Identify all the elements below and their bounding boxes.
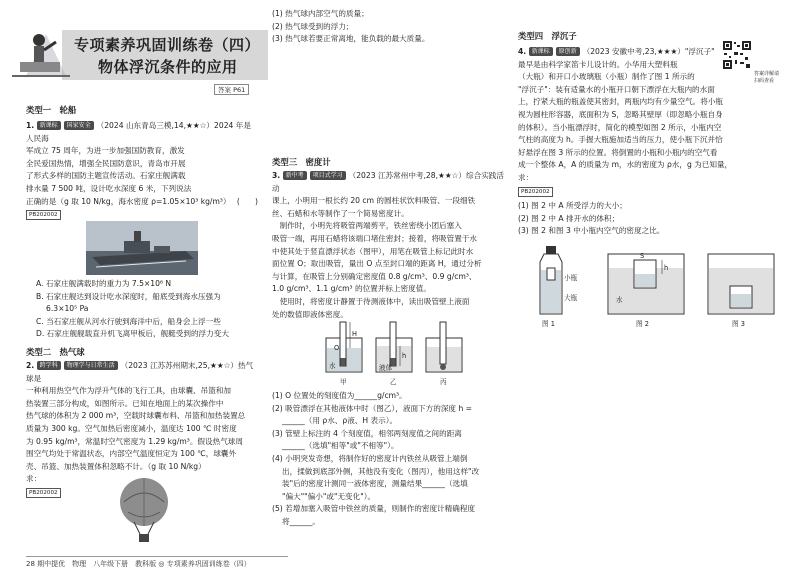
- fig3-h-upper-mark: H: [352, 330, 357, 338]
- q1-bracket: ( ): [236, 196, 258, 206]
- q4-line-8: 好悬浮在图 3 所示的位置。将倒置的小瓶和小瓶内的空气看: [518, 147, 718, 157]
- q1-option-c: C. 当石家庄舰从河水行驶到海洋中后，船身会上浮一些: [36, 316, 221, 326]
- hot-air-balloon-photo: [114, 478, 174, 544]
- q1-line-0: （2024 山东青岛三模,14,★★☆）2024 年是人民海: [26, 121, 251, 143]
- section-title-ship: 类型一 轮船: [26, 105, 77, 115]
- q4-line-3: "浮沉子"：装有适量水的小瓶开口朝下漂浮在大瓶内的水面: [518, 84, 715, 94]
- q3-line-0: （2023 江苏常州中考,28,★★☆）综合实践活动: [272, 171, 504, 193]
- q3-parts: [272, 390, 508, 529]
- q1-code: PB202002: [26, 210, 61, 220]
- q3-part-2: (2) 吸管漂浮在其他液体中时（图乙），液面下方的深度 h =: [272, 403, 473, 413]
- section-title-balloon: 类型二 热气球: [26, 347, 85, 357]
- q3-line-5: 中使其处于竖直漂浮状态（图甲），用笔在吸管上标记此时水: [272, 246, 474, 256]
- q1-option-b-cont: 6.3×10⁵ Pa: [36, 304, 89, 314]
- q1-line-4: 排水量 7 500 吨，设计吃水深度 6 米，下列说法: [26, 183, 192, 193]
- q1-tag2: 国家安全: [64, 121, 94, 130]
- q2-line-3: 热气球的体积为 2 000 m³，空载时球囊布料、吊篮和加热装置总: [26, 411, 246, 421]
- fig4-water-mark: 水: [616, 296, 623, 304]
- q1-line-2: 全民爱国热情，增强全民国防意识，青岛市开展: [26, 158, 186, 168]
- q2-code: PB202002: [26, 488, 61, 498]
- q3-line-3: 制作时，小明先将吸管两端剪平，铁丝密绕小团后塞入: [272, 221, 462, 231]
- fig-label-yi: 乙: [390, 378, 397, 386]
- q4-line-4: 上，拧紧大瓶的瓶盖使其密封，两瓶内均有少量空气。将小瓶: [518, 97, 724, 107]
- answer-ref: 答案 P61: [214, 84, 249, 95]
- fig4-label-1: 图 1: [542, 320, 555, 328]
- question-3: [272, 170, 508, 321]
- fig-label-bing: 丙: [440, 378, 447, 386]
- fig3-liquid-mark: 液体: [379, 364, 393, 372]
- q2-part-3: (3) 热气球若要正常离地，能负载的最大质量。: [272, 34, 430, 44]
- q1-option-a: A. 石家庄舰满载时的重力为 7.5×10⁶ N: [36, 279, 172, 288]
- q4-line-9: 成一个整体 A，A 的质量为 m，水的密度为 ρ水，g 为已知量，: [518, 160, 733, 170]
- q1-line-5: 正确的是（g 取 10 N/kg，海水密度 ρ=1.05×10³ kg/m³）: [26, 196, 231, 206]
- fig4-label-3: 图 3: [732, 320, 745, 328]
- q3-part-5-cont: 将______。: [272, 516, 320, 526]
- q4-code: PB202002: [518, 187, 553, 197]
- warship-photo: [86, 221, 198, 275]
- q3-part-5: (5) 若增加塞入吸管中铁丝的质量，则制作的密度计精确程度: [272, 504, 476, 514]
- q3-part-4-cont-3: "偏大""偏小"或"无变化"）。: [272, 491, 376, 501]
- section-title-cartesian-diver: 类型四 浮沉子: [518, 31, 577, 41]
- title-line-2: 物体浮沉条件的应用: [98, 58, 238, 76]
- q4-tag2: 原创新: [556, 47, 580, 56]
- q4-part-2: (2) 图 2 中 A 排开水的体积；: [518, 213, 620, 223]
- q2-part-1: (1) 热气球内部空气的质量；: [272, 9, 369, 18]
- q3-part-3: (3) 管壁上标注的 4 个刻度值，相邻两刻度值之间的距离: [272, 428, 462, 438]
- fig3-water-mark: 水: [329, 362, 336, 370]
- q4-line-10: 求：: [518, 172, 534, 182]
- q2-number: 2.: [26, 361, 35, 370]
- q1-line-1: 军成立 75 周年，为进一步加强国防教育，激发: [26, 146, 185, 156]
- q3-line-10: 处的数值即液体密度。: [272, 309, 348, 319]
- q3-line-1: 课上，小明用一根长约 20 cm 的圆柱状饮料吸管、一段细铁: [272, 196, 476, 206]
- q4-line-2: （大瓶）和开口小玻璃瓶（小瓶）制作了图 1 所示的: [518, 72, 695, 82]
- q4-line-6: 的体积）。当小瓶漂浮时，简化的模型如图 2 所示，小瓶内空: [518, 122, 722, 132]
- boy-figure-icon: [6, 24, 76, 84]
- q4-tag: 新课标: [529, 47, 553, 56]
- q3-line-6: 面位置 O；取出吸管，量出 O 点至封口端的距离 H，通过分析: [272, 259, 482, 269]
- q3-tag2: 项目式学习: [310, 171, 346, 180]
- fig4-small-bottle-mark: 小瓶: [564, 274, 578, 282]
- q2-line-1: 一种利用热空气作为浮升气体的飞行工具，由球囊、吊篮和加: [26, 386, 232, 396]
- q2-line-6: 围空气均处于常温状态，内部空气温度恒定为 100 ℃，球囊外: [26, 449, 237, 459]
- q3-line-7: 与计算，在吸管上分别确定密度值 0.8 g/cm³、0.9 g/cm³、: [272, 271, 477, 281]
- q1-option-d: D. 石家庄舰舰载直升机飞离甲板后，舰艇受到的浮力变大: [36, 329, 229, 339]
- q4-part-1: (1) 图 2 中 A 所受浮力的大小；: [518, 201, 627, 210]
- q4-parts: [518, 200, 782, 238]
- q1-number: 1.: [26, 121, 35, 130]
- q3-part-1: (1) O 位置处的刻度值为______g/cm³。: [272, 391, 407, 400]
- q4-part-3: (3) 图 2 和图 3 中小瓶内空气的密度之比。: [518, 226, 665, 236]
- qr-code-icon: [722, 40, 752, 70]
- question-1: [26, 120, 258, 221]
- q3-part-2-cont: ______（用 ρ水、ρ液、H 表示）。: [272, 416, 398, 426]
- q2-tag2: 物理学与日常生活: [64, 361, 118, 370]
- q4-line-0: （2023 安徽中考,23,★★★）"浮沉子": [582, 47, 715, 56]
- q1-tag: 新课标: [37, 121, 61, 130]
- q3-line-2: 丝、石蜡和水等制作了一个简易密度计。: [272, 208, 409, 218]
- page-footer: 28 期中提优 物理 八年级下册 教科版 ◎ 专项素养巩固训练卷（四）: [26, 556, 288, 569]
- fig3-o-mark: O: [334, 344, 340, 352]
- qr-caption: 答案详解请扫码查看: [754, 71, 780, 84]
- q2-line-5: 为 0.95 kg/m³，常温时空气密度为 1.29 kg/m³。假设热气球周: [26, 436, 243, 446]
- q3-part-3-cont: ______（选填"相等"或"不相等"）。: [272, 441, 399, 451]
- q2-line-8: 求：: [26, 474, 42, 484]
- fig4-h-mark: h: [664, 264, 669, 272]
- fig3-h-lower-mark: h: [402, 352, 407, 360]
- q3-line-8: 1.0 g/cm³、1.1 g/cm³ 的位置并标上密度值。: [272, 284, 431, 294]
- q2-tag: 跨学科: [37, 361, 61, 370]
- q2-parts: [272, 8, 508, 46]
- title-line-1: 专项素养巩固训练卷（四）: [74, 36, 261, 54]
- q1-options: [36, 278, 260, 341]
- q4-line-1: 最早是由科学家笛卡儿设计的。小华用大塑料瓶: [518, 59, 678, 69]
- q3-tag: 新中考: [283, 171, 307, 180]
- q3-part-4-cont-1: 出，揉做到底部外侧，其他没有变化（图丙），他用这样"改: [272, 466, 480, 476]
- q2-line-4: 质量为 300 kg。空气加热后密度减小，温度达 100 ℃ 时密度: [26, 423, 237, 433]
- q2-line-7: 壳、吊篮、加热装置体积忽略不计。（g 取 10 N/kg）: [26, 461, 206, 471]
- q4-line-7: 气柱的高度为 h。手握大瓶施加适当的压力，使小瓶下沉并恰: [518, 135, 723, 145]
- q1-line-3: 了形式多样的国防主题宣传活动。石家庄舰满载: [26, 171, 186, 181]
- q4-line-5: 视为圆柱形容器，底面积为 S，忽略其壁厚（即忽略小瓶自身: [518, 109, 723, 119]
- hydrometer-figure: [320, 320, 470, 386]
- q3-line-9: 使用时，将密度计静置于待测液体中，读出吸管壁上液面: [272, 296, 470, 306]
- q3-number: 3.: [272, 171, 281, 180]
- section-title-hydrometer: 类型三 密度计: [272, 157, 331, 167]
- q1-option-b: B. 石家庄舰达到设计吃水深度时，船底受到海水压强为: [36, 291, 221, 301]
- fig4-label-2: 图 2: [636, 320, 649, 328]
- q2-part-2: (2) 热气球受到的浮力；: [272, 21, 354, 31]
- q2-line-2: 热装置三部分构成，如图所示。已知在地面上的某次操作中: [26, 398, 224, 408]
- fig4-big-bottle-mark: 大瓶: [564, 294, 578, 302]
- q3-line-4: 吸管一端，再用石蜡将该端口堵住密封；接着，将吸管置于水: [272, 233, 478, 243]
- cartesian-diver-figure: [532, 244, 782, 328]
- q4-number: 4.: [518, 47, 527, 56]
- q3-part-4-cont-2: 装"后的密度计测同一液体密度，测量结果______（选填: [272, 479, 468, 489]
- fig-label-jia: 甲: [340, 378, 347, 386]
- q3-part-4: (4) 小明突发奇想，将制作好的密度计内铁丝从吸管上端倒: [272, 453, 468, 463]
- fig4-s-mark: S: [640, 252, 645, 260]
- q2-line-0: （2023 江苏苏州期末,25,★★☆）热气球是: [26, 361, 254, 383]
